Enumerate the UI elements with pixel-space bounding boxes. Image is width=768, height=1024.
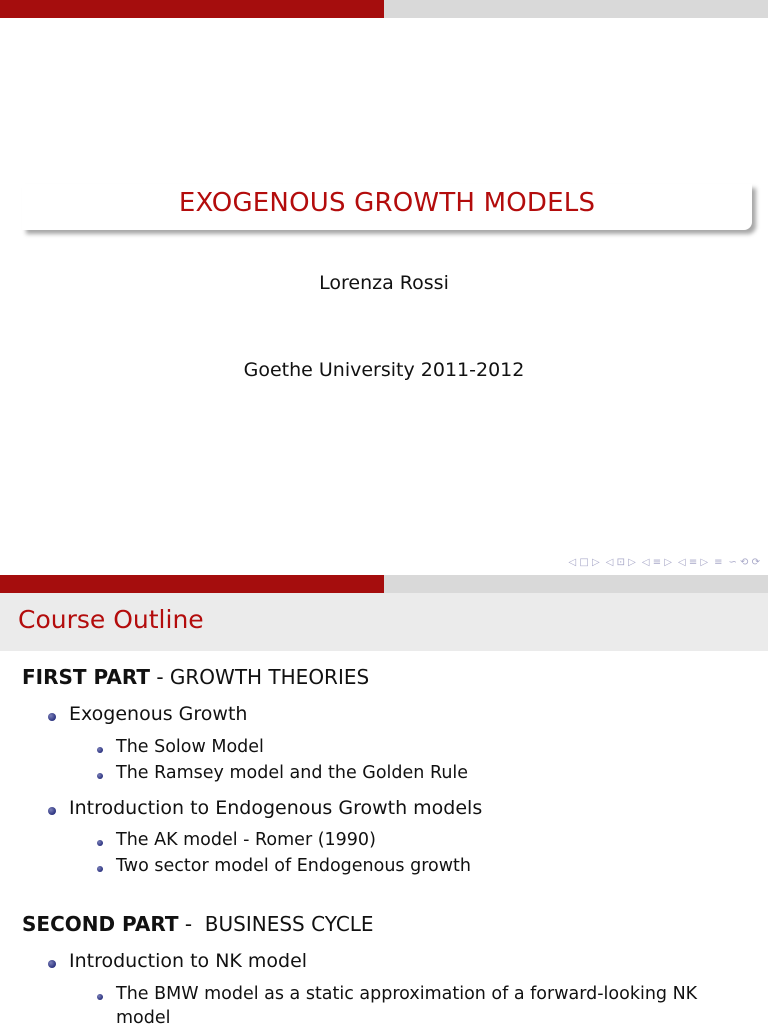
nav-slide-icon[interactable]: ◁ □ ▷ — [568, 556, 600, 568]
header-bar — [0, 0, 768, 18]
header-bar-2 — [0, 575, 768, 593]
nav-search-icon[interactable]: ∽ ⟲ ⟳ — [728, 556, 760, 568]
outline-subitem-continued: model — [116, 1008, 171, 1024]
second-part-topic: - BUSINESS CYCLE — [178, 912, 374, 936]
outline-item: Introduction to Endogenous Growth models — [69, 797, 483, 819]
author-name: Lorenza Rossi — [319, 272, 449, 294]
frame-title: Course Outline — [18, 605, 204, 634]
outline-slide — [0, 575, 768, 1024]
outline-subitem: The BMW model as a static approximation of a forward-looking NK — [116, 984, 698, 1004]
nav-document-icon[interactable]: ≡ — [714, 556, 723, 568]
slide-title: EXOGENOUS GROWTH MODELS — [178, 188, 596, 218]
nav-subsection-icon[interactable]: ◁ ≡ ▷ — [641, 556, 672, 568]
outline-subitem: The Ramsey model and the Golden Rule — [116, 763, 469, 783]
header-bar-red — [0, 0, 384, 18]
outline-item: Exogenous Growth — [69, 703, 248, 725]
bullet-icon — [48, 960, 56, 968]
sub-bullet-icon — [97, 747, 103, 753]
first-part-heading — [22, 665, 369, 689]
bullet-icon — [48, 713, 56, 721]
header-bar-red-2 — [0, 575, 384, 593]
institution-date: Goethe University 2011-2012 — [243, 359, 525, 381]
second-part-label: SECOND PART — [22, 912, 179, 936]
sub-bullet-icon — [97, 994, 103, 1000]
header-bar-gray — [384, 0, 768, 18]
frame-title-bar — [0, 593, 768, 651]
beamer-navigation[interactable] — [569, 554, 760, 570]
sub-bullet-icon — [97, 866, 103, 872]
header-bar-gray-2 — [384, 575, 768, 593]
nav-frame-icon[interactable]: ◁ ⊡ ▷ — [605, 556, 636, 568]
nav-section-icon[interactable]: ◁ ≡ ▷ — [677, 556, 709, 568]
outline-subitem: Two sector model of Endogenous growth — [116, 856, 471, 876]
outline-subitem: The Solow Model — [116, 737, 264, 757]
second-part-heading — [22, 912, 374, 936]
first-part-label: FIRST PART — [22, 665, 150, 689]
sub-bullet-icon — [97, 773, 103, 779]
outline-subitem: The AK model - Romer (1990) — [116, 830, 376, 850]
outline-item: Introduction to NK model — [69, 950, 308, 972]
bullet-icon — [48, 807, 56, 815]
sub-bullet-icon — [97, 840, 103, 846]
title-box — [22, 184, 752, 230]
first-part-topic: - GROWTH THEORIES — [149, 665, 370, 689]
